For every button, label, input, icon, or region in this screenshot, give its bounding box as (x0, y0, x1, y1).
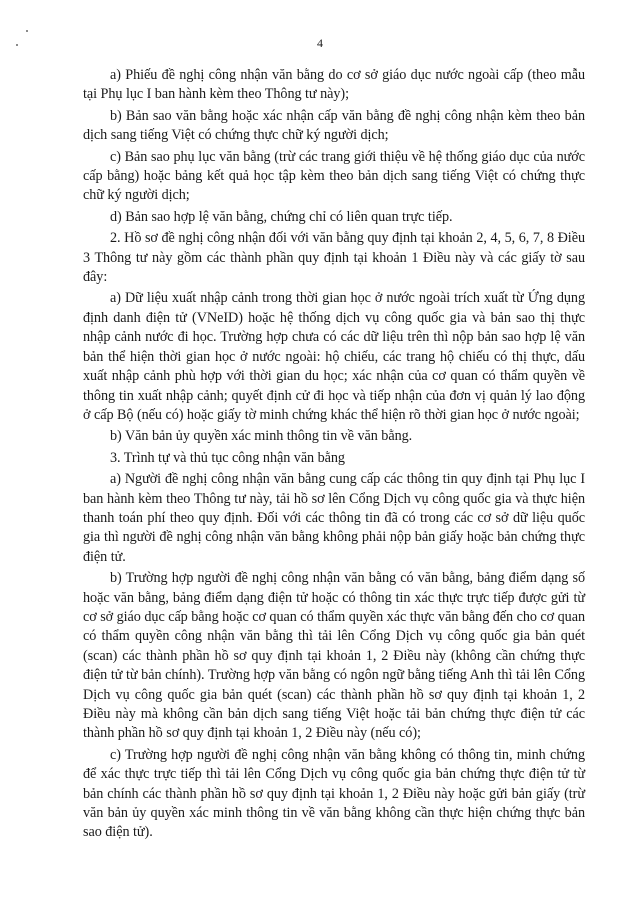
scan-speck (26, 30, 28, 32)
paragraph-2b: b) Văn bản ủy quyền xác minh thông tin về văn bằng. (110, 428, 413, 445)
document-body (83, 66, 585, 845)
paragraph-2: 2. Hồ sơ đề nghị công nhận đối với văn bằng quy định tại khoản 2, 4, 5, 6, 7, 8 Điều 3 Thông tư này gồm các thành phần quy định tại khoản 1 Điều này và các giấy tờ sau đây: (83, 230, 585, 286)
paragraph-3c: c) Trường hợp người đề nghị công nhận văn bằng không có thông tin, minh chứng để xác thực trực tiếp thì tải lên Cổng Dịch vụ công quốc gia bản chứng thực điện tử từ bản chính các thành phần hồ sơ quy định tại khoản 1, 2 Điều này hoặc gửi bản giấy (trừ văn bản ủy quyền xác minh thông tin về văn bằng không cần thực hiện chứng thực bản sao điện tử). (83, 746, 585, 841)
paragraph-3a: a) Người đề nghị công nhận văn bằng cung cấp các thông tin quy định tại Phụ lục I ban hành kèm theo Thông tư này, tải hồ sơ lên Cổng Dịch vụ công quốc gia và thực hiện thanh toán phí theo quy định. Đối với các thông tin đã có trong các cơ sở dữ liệu quốc gia thì người đề nghị công nhận văn bằng không phải nộp bản giấy hoặc bản chứng thực điện tử. (83, 471, 585, 565)
paragraph-1c: c) Bản sao phụ lục văn bằng (trừ các trang giới thiệu về hệ thống giáo dục của nước cấp bằng) hoặc bảng kết quả học tập kèm theo bản dịch sang tiếng Việt có chứng thực chữ ký người dịch; (83, 148, 585, 204)
paragraph-2a: a) Dữ liệu xuất nhập cảnh trong thời gian học ở nước ngoài trích xuất từ Ứng dụng định danh điện tử (VNeID) hoặc hệ thống dịch vụ công quốc gia và bản sao thị thực nhập cảnh nước đi học. Trường hợp chưa có các dữ liệu trên thì nộp bản sao hợp lệ văn bản thể hiện thời gian học ở nước ngoài: hộ chiếu, các trang hộ chiếu có thị thực, dấu xuất nhập cảnh phù hợp với thời gian du học; xác nhận của cơ quan có thẩm quyền về thông tin xuất nhập cảnh; quyết định cử đi học và tiếp nhận của đơn vị quản lý lao động ở cấp Bộ (nếu có) hoặc giấy tờ minh chứng khác thể hiện rõ thời gian học ở nước ngoài; (83, 290, 585, 423)
paragraph-1b: b) Bản sao văn bằng hoặc xác nhận cấp văn bằng đề nghị công nhận kèm theo bản dịch sang tiếng Việt có chứng thực chữ ký người dịch; (83, 107, 585, 144)
paragraph-1d: d) Bản sao hợp lệ văn bằng, chứng chỉ có liên quan trực tiếp. (110, 208, 453, 225)
paragraph-1a: a) Phiếu đề nghị công nhận văn bằng do cơ sở giáo dục nước ngoài cấp (theo mẫu tại Phụ lục I ban hành kèm theo Thông tư này); (83, 67, 585, 103)
paragraph-3b: b) Trường hợp người đề nghị công nhận văn bằng có văn bằng, bảng điểm dạng số hoặc văn bằng, bảng điểm dạng điện tử hoặc có thông tin xác thực trực tiếp được gửi từ cơ sở giáo dục cấp bằng hoặc cơ quan có thẩm quyền xác thực văn bằng đến cho cơ quan có thẩm quyền công nhận văn bằng thì tải lên Cổng Dịch vụ công quốc gia bản quét (scan) các thành phần hồ sơ quy định tại khoản 1, 2 Điều này (không cần chứng thực điện tử từ bản chính). Trường hợp văn bằng có ngôn ngữ bằng tiếng Anh thì tải lên Cổng Dịch vụ công quốc gia bản quét (scan) các thành phần hồ sơ quy định tại khoản 1, 2 Điều này mà không cần bản dịch sang tiếng Việt hoặc tải bản chứng thực điện tử các thành phần hồ sơ quy định tại khoản 1, 2 Điều này (nếu có); (83, 570, 585, 742)
paragraph-3: 3. Trình tự và thủ tục công nhận văn bằng (110, 449, 345, 466)
page-number: 4 (317, 36, 323, 50)
